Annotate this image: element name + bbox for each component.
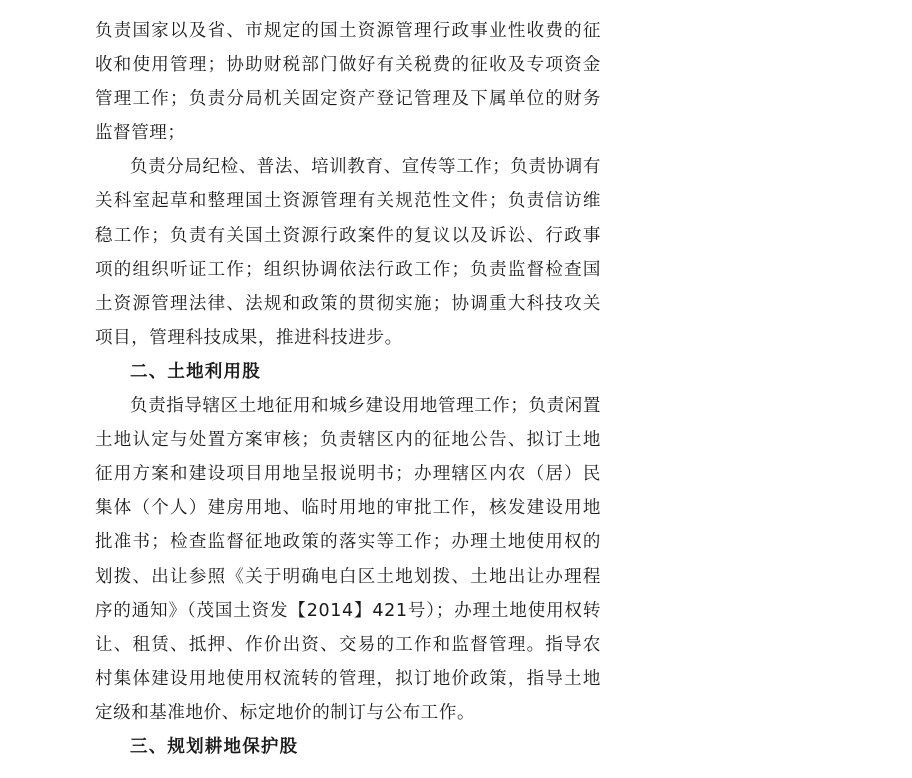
paragraph-discipline-duties: 负责分局纪检、普法、培训教育、宣传等工作；负责协调有关科室起草和整理国土资源管理有关规范性文件；负责信访维稳工作；负责有关国土资源行政案件的复议以及诉讼、行政事项的组织听证工作；组织协调依法行政工作；负责监督检查国土资源管理法律、法规和政策的贯彻实施；协调重大科技攻关项目，管理科技成果，推进科技进步。 (95, 157, 601, 348)
section-heading-farmland-protection: 三、规划耕地保护股 (130, 736, 299, 757)
paragraph-land-use-duties: 负责指导辖区土地征用和城乡建设用地管理工作；负责闲置土地认定与处置方案审核；负责辖区内的征地公告、拟订土地征用方案和建设项目用地呈报说明书；办理辖区内农（居）民集体（个人）建房用地、临时用地的审批工作，核发建设用地批准书；检查监督征地政策的落实等工作；办理土地使用权的划拨、出让参照《关于明确电白区土地划拨、土地出让办理程序的通知》（茂国土资发【2014】421号）；办理土地使用权转让、租赁、抵押、作价出资、交易的工作和监督管理。指导农村集体建设用地使用权流转的管理，拟订地价政策，指导土地定级和基准地价、标定地价的制订与公布工作。 (95, 396, 601, 723)
paragraph-finance-duties: 负责国家以及省、市规定的国土资源管理行政事业性收费的征收和使用管理；协助财税部门做好有关税费的征收及专项资金管理工作；负责分局机关固定资产登记管理及下属单位的财务监督管理； (95, 21, 601, 144)
document-body (95, 14, 601, 764)
section-heading-land-use: 二、土地利用股 (130, 361, 261, 382)
